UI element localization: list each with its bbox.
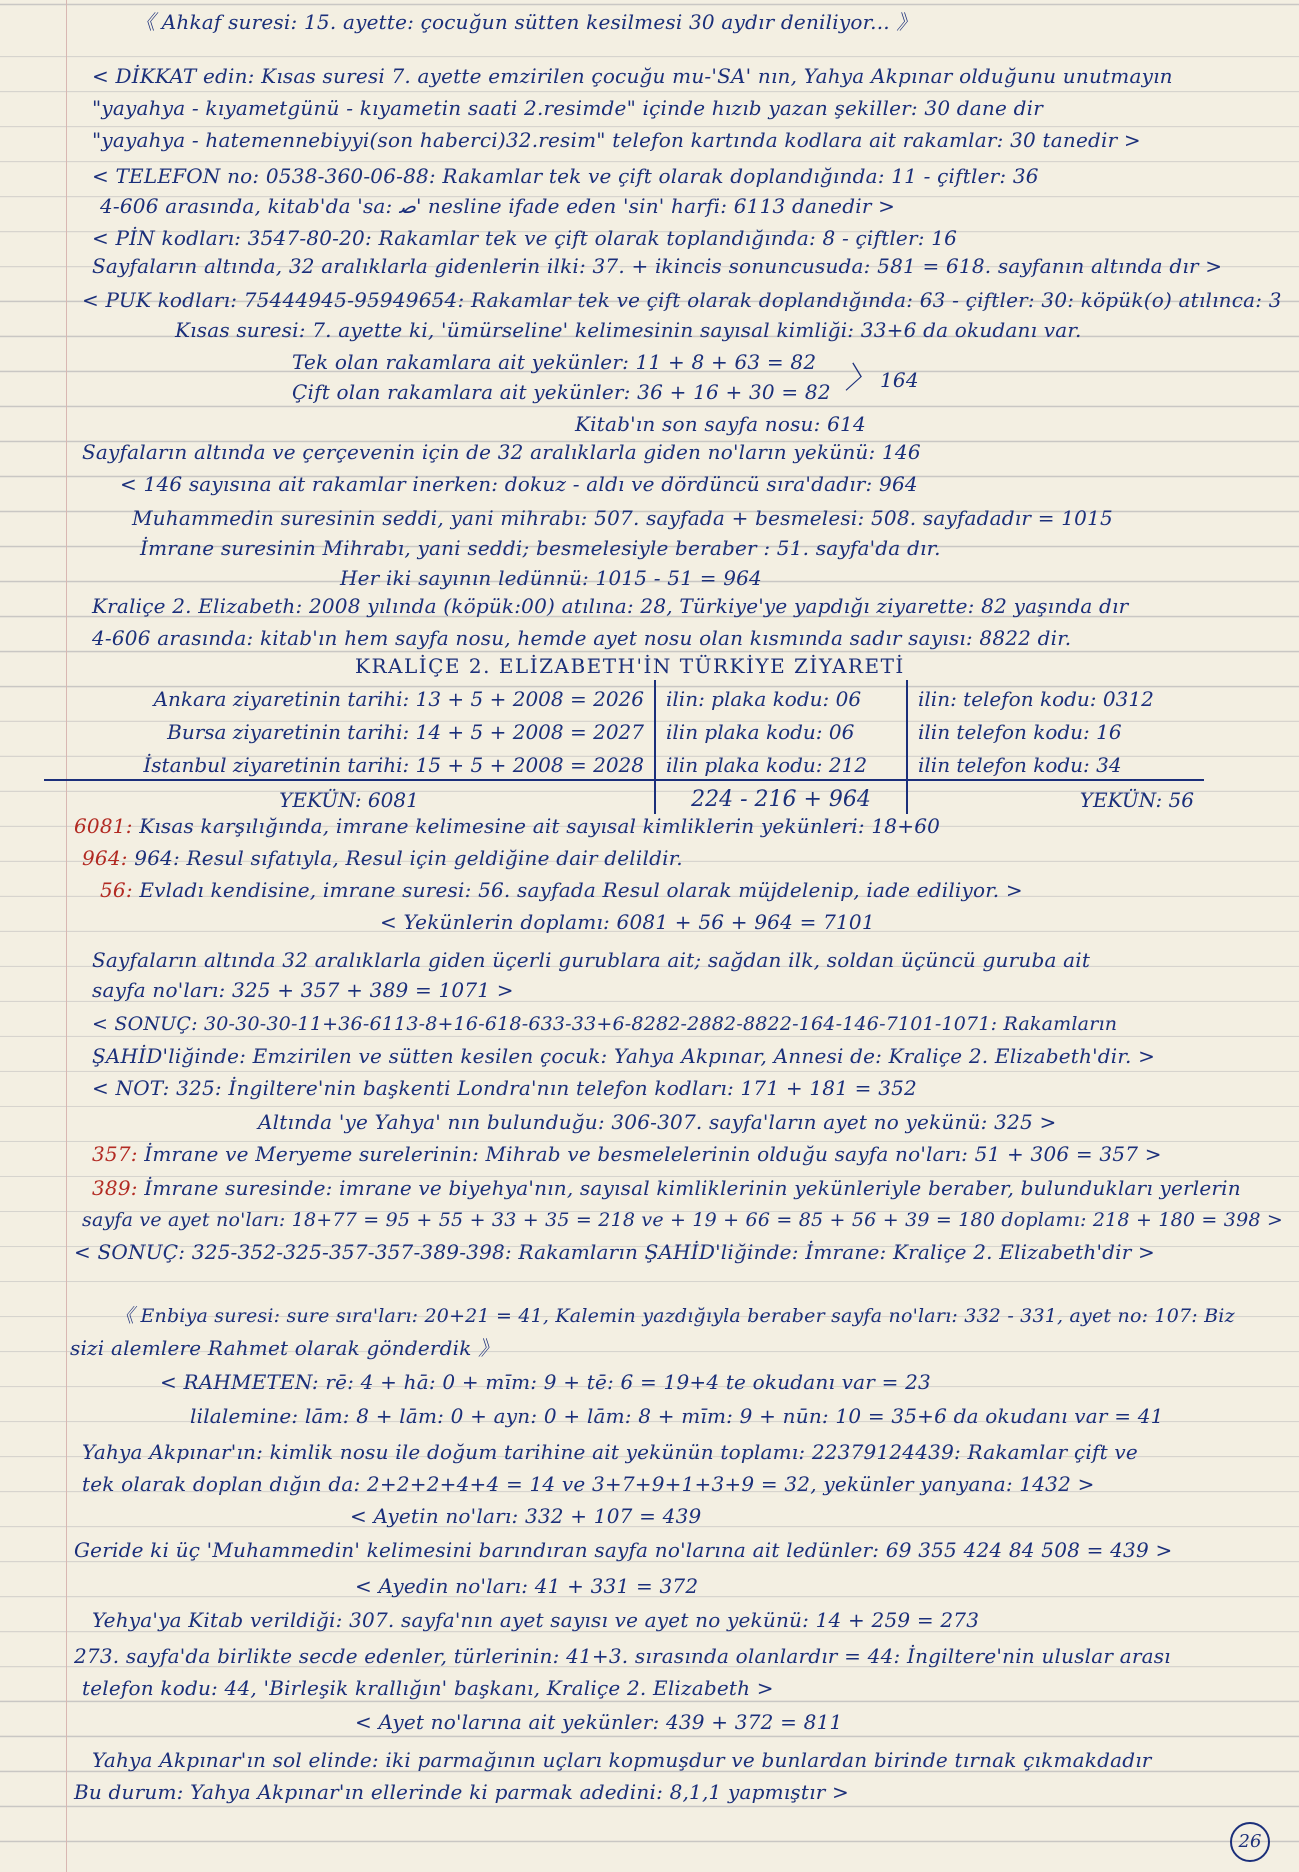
table-row (44, 680, 1204, 713)
text-line: < TELEFON no: 0538-360-06-88: Rakamlar tek ve çift olarak doplandığında: 11 - çiftler: 36 (92, 164, 1039, 188)
text-line: Altında 'ye Yahya' nın bulunduğu: 306-307. sayfa'ların ayet no yekünü: 325 > (258, 1110, 1057, 1134)
table-title: KRALİÇE 2. ELİZABETH'İN TÜRKİYE ZİYARETİ (355, 654, 905, 678)
table-row (44, 746, 1204, 780)
text-line: 《 Enbiya suresi: sure sıra'ları: 20+21 = 41, Kalemin yazdığıyla beraber sayfa no'ları: 332 - 331, ayet no: 107: Biz (115, 1305, 1235, 1327)
text-line: Kitab'ın son sayfa nosu: 614 (575, 412, 866, 436)
text-line: < Ayet no'larına ait yekünler: 439 + 372 = 811 (355, 1710, 843, 1734)
text-line: 56: Evladı kendisine, imrane suresi: 56. sayfada Resul olarak müjdelenip, iade ediliyor. > (100, 878, 1023, 902)
text-line: < RAHMETEN: rē: 4 + hā: 0 + mīm: 9 + tē: 6 = 19+4 te okudanı var = 23 (160, 1370, 931, 1394)
red-label: 6081: (74, 814, 133, 838)
page-number: 26 (1230, 1822, 1270, 1862)
text-line: Kısas suresi: 7. ayette ki, 'ümürseline' kelimesinin sayısal kimliği: 33+6 da okudanı var. (175, 318, 1082, 342)
red-label: 357: (92, 1142, 138, 1166)
text-line: Muhammedin suresinin seddi, yani mihrabı: 507. sayfada + besmelesi: 508. sayfadadır = 1015 (132, 506, 1113, 530)
text-line: ŞAHİD'liğinde: Emzirilen ve sütten kesilen çocuk: Yahya Akpınar, Annesi de: Kraliçe 2. Elizabeth'dir. > (92, 1044, 1156, 1068)
text-line: Çift olan rakamlara ait yekünler: 36 + 16 + 30 = 82 (292, 380, 831, 404)
bracket-total: 164 (880, 368, 919, 392)
text-line: 《 Ahkaf suresi: 15. ayette: çocuğun sütten kesilmesi 30 aydır deniliyor... 》 (135, 10, 917, 34)
table-total: YEKÜN: 56 (907, 780, 1204, 814)
red-label: 964: (82, 846, 128, 870)
text-line: Her iki sayının ledünnü: 1015 - 51 = 964 (340, 566, 762, 590)
margin-line (66, 0, 67, 1872)
text-line: < Ayedin no'ları: 41 + 331 = 372 (355, 1574, 699, 1598)
text-line: < DİKKAT edin: Kısas suresi 7. ayette emzirilen çocuğu mu-'SA' nın, Yahya Akpınar olduğunu unutmayın (92, 64, 1173, 88)
red-label: 389: (92, 1176, 138, 1200)
text-line: Sayfaların altında 32 aralıklarla giden üçerli gurublara ait; sağdan ilk, soldan üçüncü guruba ait (92, 948, 1091, 972)
text-line: < 146 sayısına ait rakamlar inerken: dokuz - aldı ve dördüncü sıra'dadır: 964 (120, 472, 918, 496)
text-line: < PUK kodları: 75444945-95949654: Rakamlar tek ve çift olarak doplandığında: 63 - çiftler: 30: köpük(o) atılınca: 3 (82, 288, 1282, 312)
table-cell: ilin telefon kodu: 16 (918, 720, 1122, 744)
text-line: Yahya Akpınar'ın: kimlik nosu ile doğum tarihine ait yekünün toplamı: 22379124439: Rakamlar çift ve (82, 1440, 1138, 1464)
text-line: 4-606 arasında: kitab'ın hem sayfa nosu, hemde ayet nosu olan kısmında sadır sayısı: 8822 dir. (92, 626, 1072, 650)
text-line: İmrane suresinin Mihrabı, yani seddi; besmelesiyle beraber : 51. sayfa'da dır. (140, 536, 941, 560)
text-line: sizi alemlere Rahmet olarak gönderdik 》 (70, 1336, 499, 1360)
text-line: 4-606 arasında, kitab'da 'sa: ﺻ' nesline ifade eden 'sin' harfi: 6113 danedir > (100, 194, 896, 218)
text-line: "yayahya - hatemennebiyyi(son haberci)32.resim" telefon kartında kodlara ait rakamlar: 30 tanedir > (92, 128, 1141, 152)
red-label: 56: (100, 878, 133, 902)
text-line: < Yekünlerin doplamı: 6081 + 56 + 964 = 7101 (380, 910, 875, 934)
text-line: Sayfaların altında ve çerçevenin için de 32 aralıklarla giden no'ların yekünü: 146 (82, 440, 921, 464)
text-line: 357: İmrane ve Meryeme surelerinin: Mihrab ve besmelelerinin olduğu sayfa no'ları: 51 + 306 = 357 > (92, 1142, 1162, 1166)
table-cell: Ankara ziyaretinin tarihi: 13 + 5 + 2008 = 2026 (44, 680, 655, 713)
visit-table (44, 680, 1204, 814)
text-line: < PİN kodları: 3547-80-20: Rakamlar tek ve çift olarak toplandığında: 8 - çiftler: 16 (92, 226, 958, 250)
text-line: 389: İmrane suresinde: imrane ve biyehya'nın, sayısal kimliklerinin yekünleriyle beraber, bulundukları yerlerin (92, 1176, 1241, 1200)
text-line: "yayahya - kıyametgünü - kıyametin saati 2.resimde" içinde hızıb yazan şekiller: 30 dane dir (92, 96, 1043, 120)
text-line: Yahya Akpınar'ın sol elinde: iki parmağının uçları kopmuşdur ve bunlardan birinde tırnak çıkmakdadır (92, 1748, 1152, 1772)
table-cell: ilin: telefon kodu: 0312 (918, 687, 1154, 711)
text-line: < NOT: 325: İngiltere'nin başkenti Londra'nın telefon kodları: 171 + 181 = 352 (92, 1076, 917, 1100)
text-line: Yehya'ya Kitab verildiği: 307. sayfa'nın ayet sayısı ve ayet no yekünü: 14 + 259 = 273 (92, 1608, 980, 1632)
text-line: Sayfaların altında, 32 aralıklarla gidenlerin ilki: 37. + ikincis sonuncusuda: 581 = 618. sayfanın altında dır > (92, 254, 1223, 278)
text-line: 273. sayfa'da birlikte secde edenler, türlerinin: 41+3. sırasında olanlardır = 44: İngiltere'nin uluslar arası (74, 1644, 1171, 1668)
table-cell: Bursa ziyaretinin tarihi: 14 + 5 + 2008 = 2027 (44, 713, 655, 746)
table-cell: ilin plaka kodu: 212 (655, 746, 907, 780)
table-cell: ilin plaka kodu: 06 (655, 713, 907, 746)
text-line: tek olarak doplan dığın da: 2+2+2+4+4 = 14 ve 3+7+9+1+3+9 = 32, yekünler yanyana: 1432 > (82, 1472, 1095, 1496)
text-line: telefon kodu: 44, 'Birleşik krallığın' başkanı, Kraliçe 2. Elizabeth > (82, 1676, 774, 1700)
table-row (44, 713, 1204, 746)
text-line: Geride ki üç 'Muhammedin' kelimesini barındıran sayfa no'larına ait ledünler: 69 355 424 84 508 = 439 > (74, 1538, 1173, 1562)
text-line: Tek olan rakamlara ait yekünler: 11 + 8 + 63 = 82 (292, 350, 817, 374)
text-line: < SONUÇ: 325-352-325-357-357-389-398: Rakamların ŞAHİD'liğinde: İmrane: Kraliçe 2. Elizabeth'dir > (74, 1240, 1156, 1264)
text-line: Kraliçe 2. Elizabeth: 2008 yılında (köpük:00) atılına: 28, Türkiye'ye yapdığı ziyarette: 82 yaşında dır (92, 594, 1129, 618)
text-line: < SONUÇ: 30-30-30-11+36-6113-8+16-618-633-33+6-8282-2882-8822-164-146-7101-1071: Rakamların (92, 1013, 1118, 1035)
text-line: lilalemine: lām: 8 + lām: 0 + ayn: 0 + lām: 8 + mīm: 9 + nūn: 10 = 35+6 da okudanı var = 41 (190, 1404, 1164, 1428)
text-line: < Ayetin no'ları: 332 + 107 = 439 (350, 1504, 702, 1528)
table-total-row (44, 780, 1204, 814)
text-line: 964: 964: Resul sıfatıyla, Resul için geldiğine dair delildir. (82, 846, 683, 870)
table-total: 224 - 216 + 964 (655, 780, 907, 814)
text-line: Bu durum: Yahya Akpınar'ın ellerinde ki parmak adedini: 8,1,1 yapmıştır > (74, 1780, 849, 1804)
table-total: YEKÜN: 6081 (44, 780, 655, 814)
text-line: sayfa ve ayet no'ları: 18+77 = 95 + 55 + 33 + 35 = 218 ve + 19 + 66 = 85 + 56 + 39 = 180 doplamı: 218 + 180 = 398 > (82, 1209, 1284, 1231)
text-line: 6081: Kısas karşılığında, imrane kelimesine ait sayısal kimliklerin yekünleri: 18+60 (74, 814, 941, 838)
text-line: sayfa no'ları: 325 + 357 + 389 = 1071 > (92, 978, 514, 1002)
table-cell: İstanbul ziyaretinin tarihi: 15 + 5 + 2008 = 2028 (44, 746, 655, 780)
table-cell: ilin: plaka kodu: 06 (655, 680, 907, 713)
brace: 〉 (845, 361, 876, 396)
table-cell: ilin telefon kodu: 34 (918, 753, 1122, 777)
